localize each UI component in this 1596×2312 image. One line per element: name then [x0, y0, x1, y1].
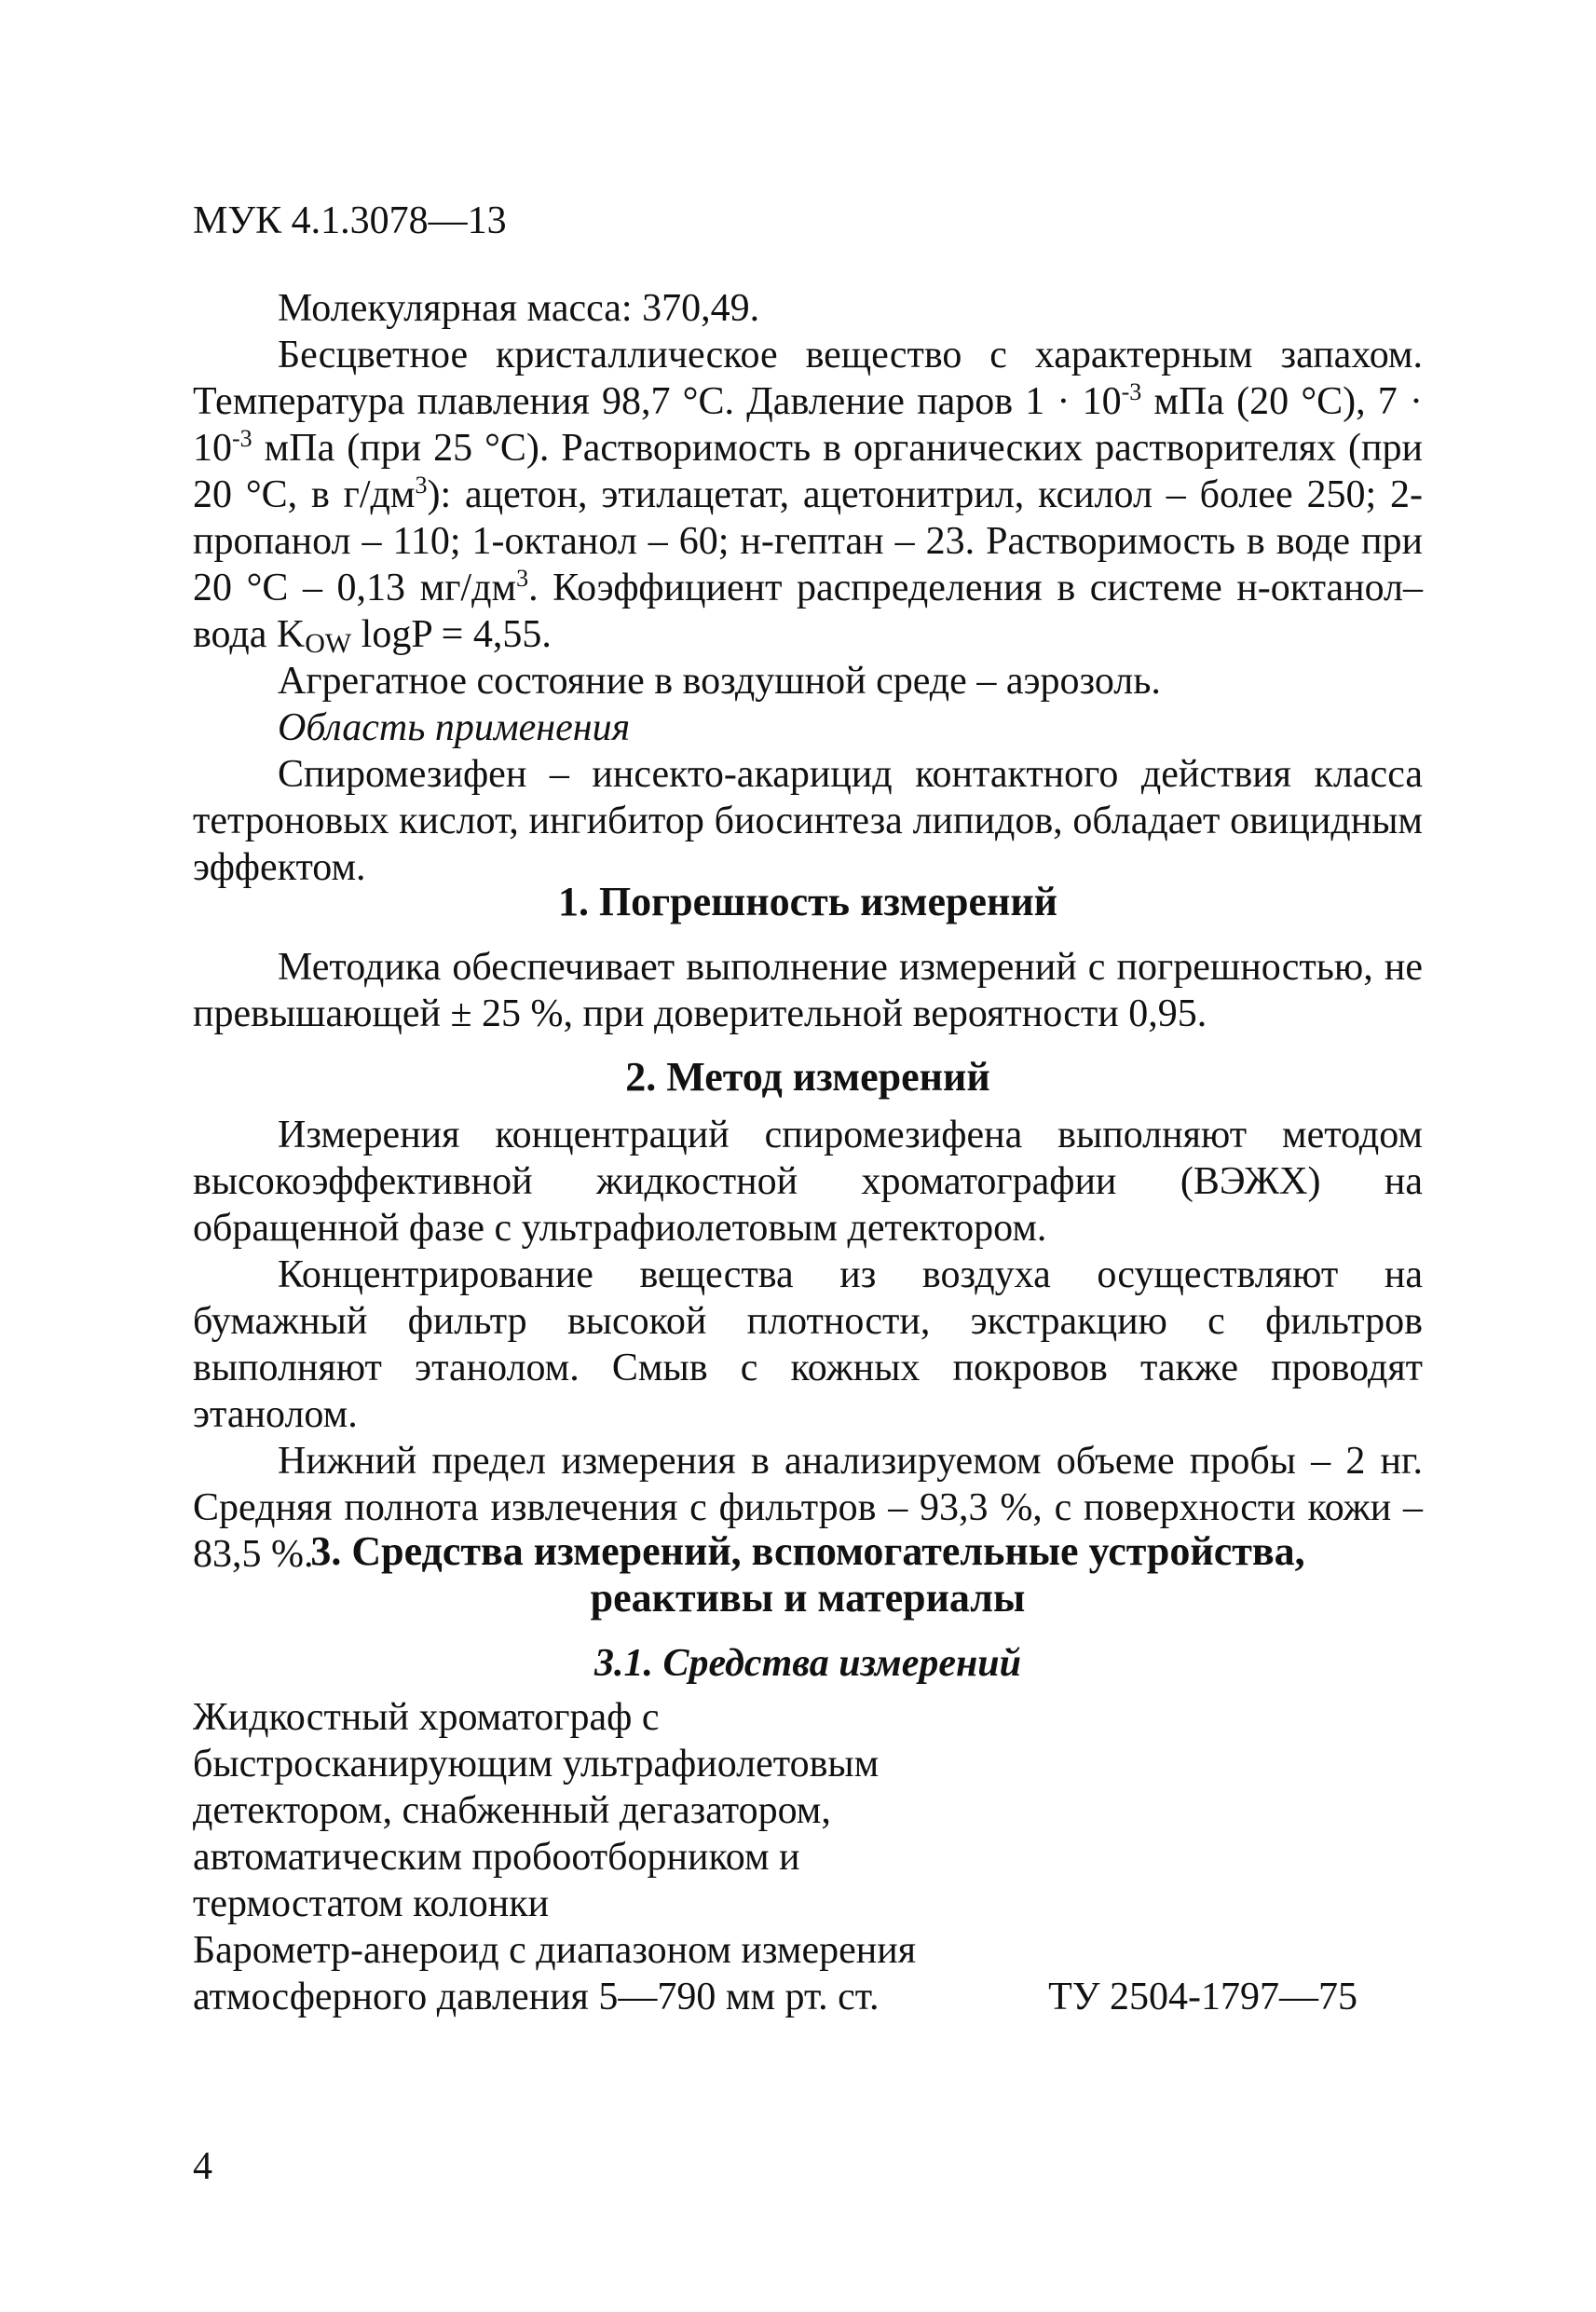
equipment-name: Барометр-анероид с диапазоном измерения атмосферного давления 5—790 мм рт. ст.	[193, 1929, 917, 2018]
subsection-3-1-title: 3.1. Средства измерений	[593, 1642, 1022, 1685]
application-text: Спиромезифен – инсекто-акарицид контактного действия класса тетроновых кислот, ингибитор биосинтеза липидов, обладает овицидным эффектом.	[193, 753, 1423, 889]
section-2-para-3: Нижний предел измерения в анализируемом объеме пробы – 2 нг. Средняя полнота извлечения с фильтров – 93,3 %, с поверхности кожи – 83,5 %.	[193, 1440, 1423, 1576]
section-2	[193, 1054, 1423, 1578]
section-1-title: 1. Погрешность измерений	[557, 879, 1058, 924]
properties-block	[193, 285, 1423, 891]
equipment-item	[193, 1927, 1423, 2020]
properties-text-4: ): ацетон, этилацетат, ацетонитрил, ксилол – более 250; 2-пропанол – 110; 1-октанол – 60; н-гептан – 23. Растворимость в воде при 20 °С – 0,13 мг/дм	[193, 473, 1424, 609]
exponent: -3	[1121, 378, 1142, 405]
section-3-title-line-1: 3. Средства измерений, вспомогательные устройства,	[310, 1528, 1305, 1574]
properties-text-6: logP = 4,55.	[351, 613, 552, 656]
application-title: Область применения	[278, 706, 631, 749]
properties-text-5: . Коэффициент распределения в системе н-октанол–вода K	[193, 567, 1424, 656]
molecular-mass: Молекулярная масса: 370,49.	[278, 287, 760, 330]
exponent: 3	[415, 472, 428, 499]
properties-text-2: мПа (20 °С), 7 · 10	[193, 380, 1423, 470]
physical-properties	[193, 332, 1423, 658]
section-1-text: Методика обеспечивает выполнение измерений с погрешностью, не превышающей ± 25 %, при доверительной вероятности 0,95.	[193, 946, 1423, 1035]
page-number: 4	[193, 2145, 212, 2188]
equipment-name: Жидкостный хроматограф с быстросканирующим ультрафиолетовым детектором, снабженный дегазатором, автоматическим пробоотборником и термостатом колонки	[193, 1696, 880, 1925]
section-2-title: 2. Метод измерений	[625, 1054, 990, 1100]
exponent: 3	[516, 565, 529, 592]
equipment-item	[193, 1694, 1423, 1927]
section-2-para-1: Измерения концентраций спиромезифена выполняют методом высокоэффективной жидкостной хроматографии (ВЭЖХ) на обращенной фазе с ультрафиолетовым детектором.	[193, 1114, 1423, 1250]
section-1	[193, 879, 1423, 1037]
section-3-title-line-2: реактивы и материалы	[590, 1575, 1026, 1621]
document-code: МУК 4.1.3078—13	[193, 199, 507, 242]
properties-text-3: мПа (при 25 °С). Растворимость в органических растворителях (при 20 °С, в г/дм	[193, 427, 1423, 516]
exponent: -3	[232, 425, 252, 452]
section-3	[193, 1528, 1423, 2020]
aggregate-state: Агрегатное состояние в воздушной среде – аэрозоль.	[278, 660, 1161, 703]
subscript: OW	[305, 628, 352, 659]
equipment-spec: ТУ 2504-1797—75	[1048, 1976, 1357, 2018]
properties-text-1: Бесцветное кристаллическое вещество с характерным запахом. Температура плавления 98,7 °С. Давление паров 1 · 10	[193, 334, 1423, 423]
section-2-para-2: Концентрирование вещества из воздуха осуществляют на бумажный фильтр высокой плотности, экстракцию с фильтров выполняют этанолом. Смыв с кожных покровов также проводят этанолом.	[193, 1253, 1423, 1436]
